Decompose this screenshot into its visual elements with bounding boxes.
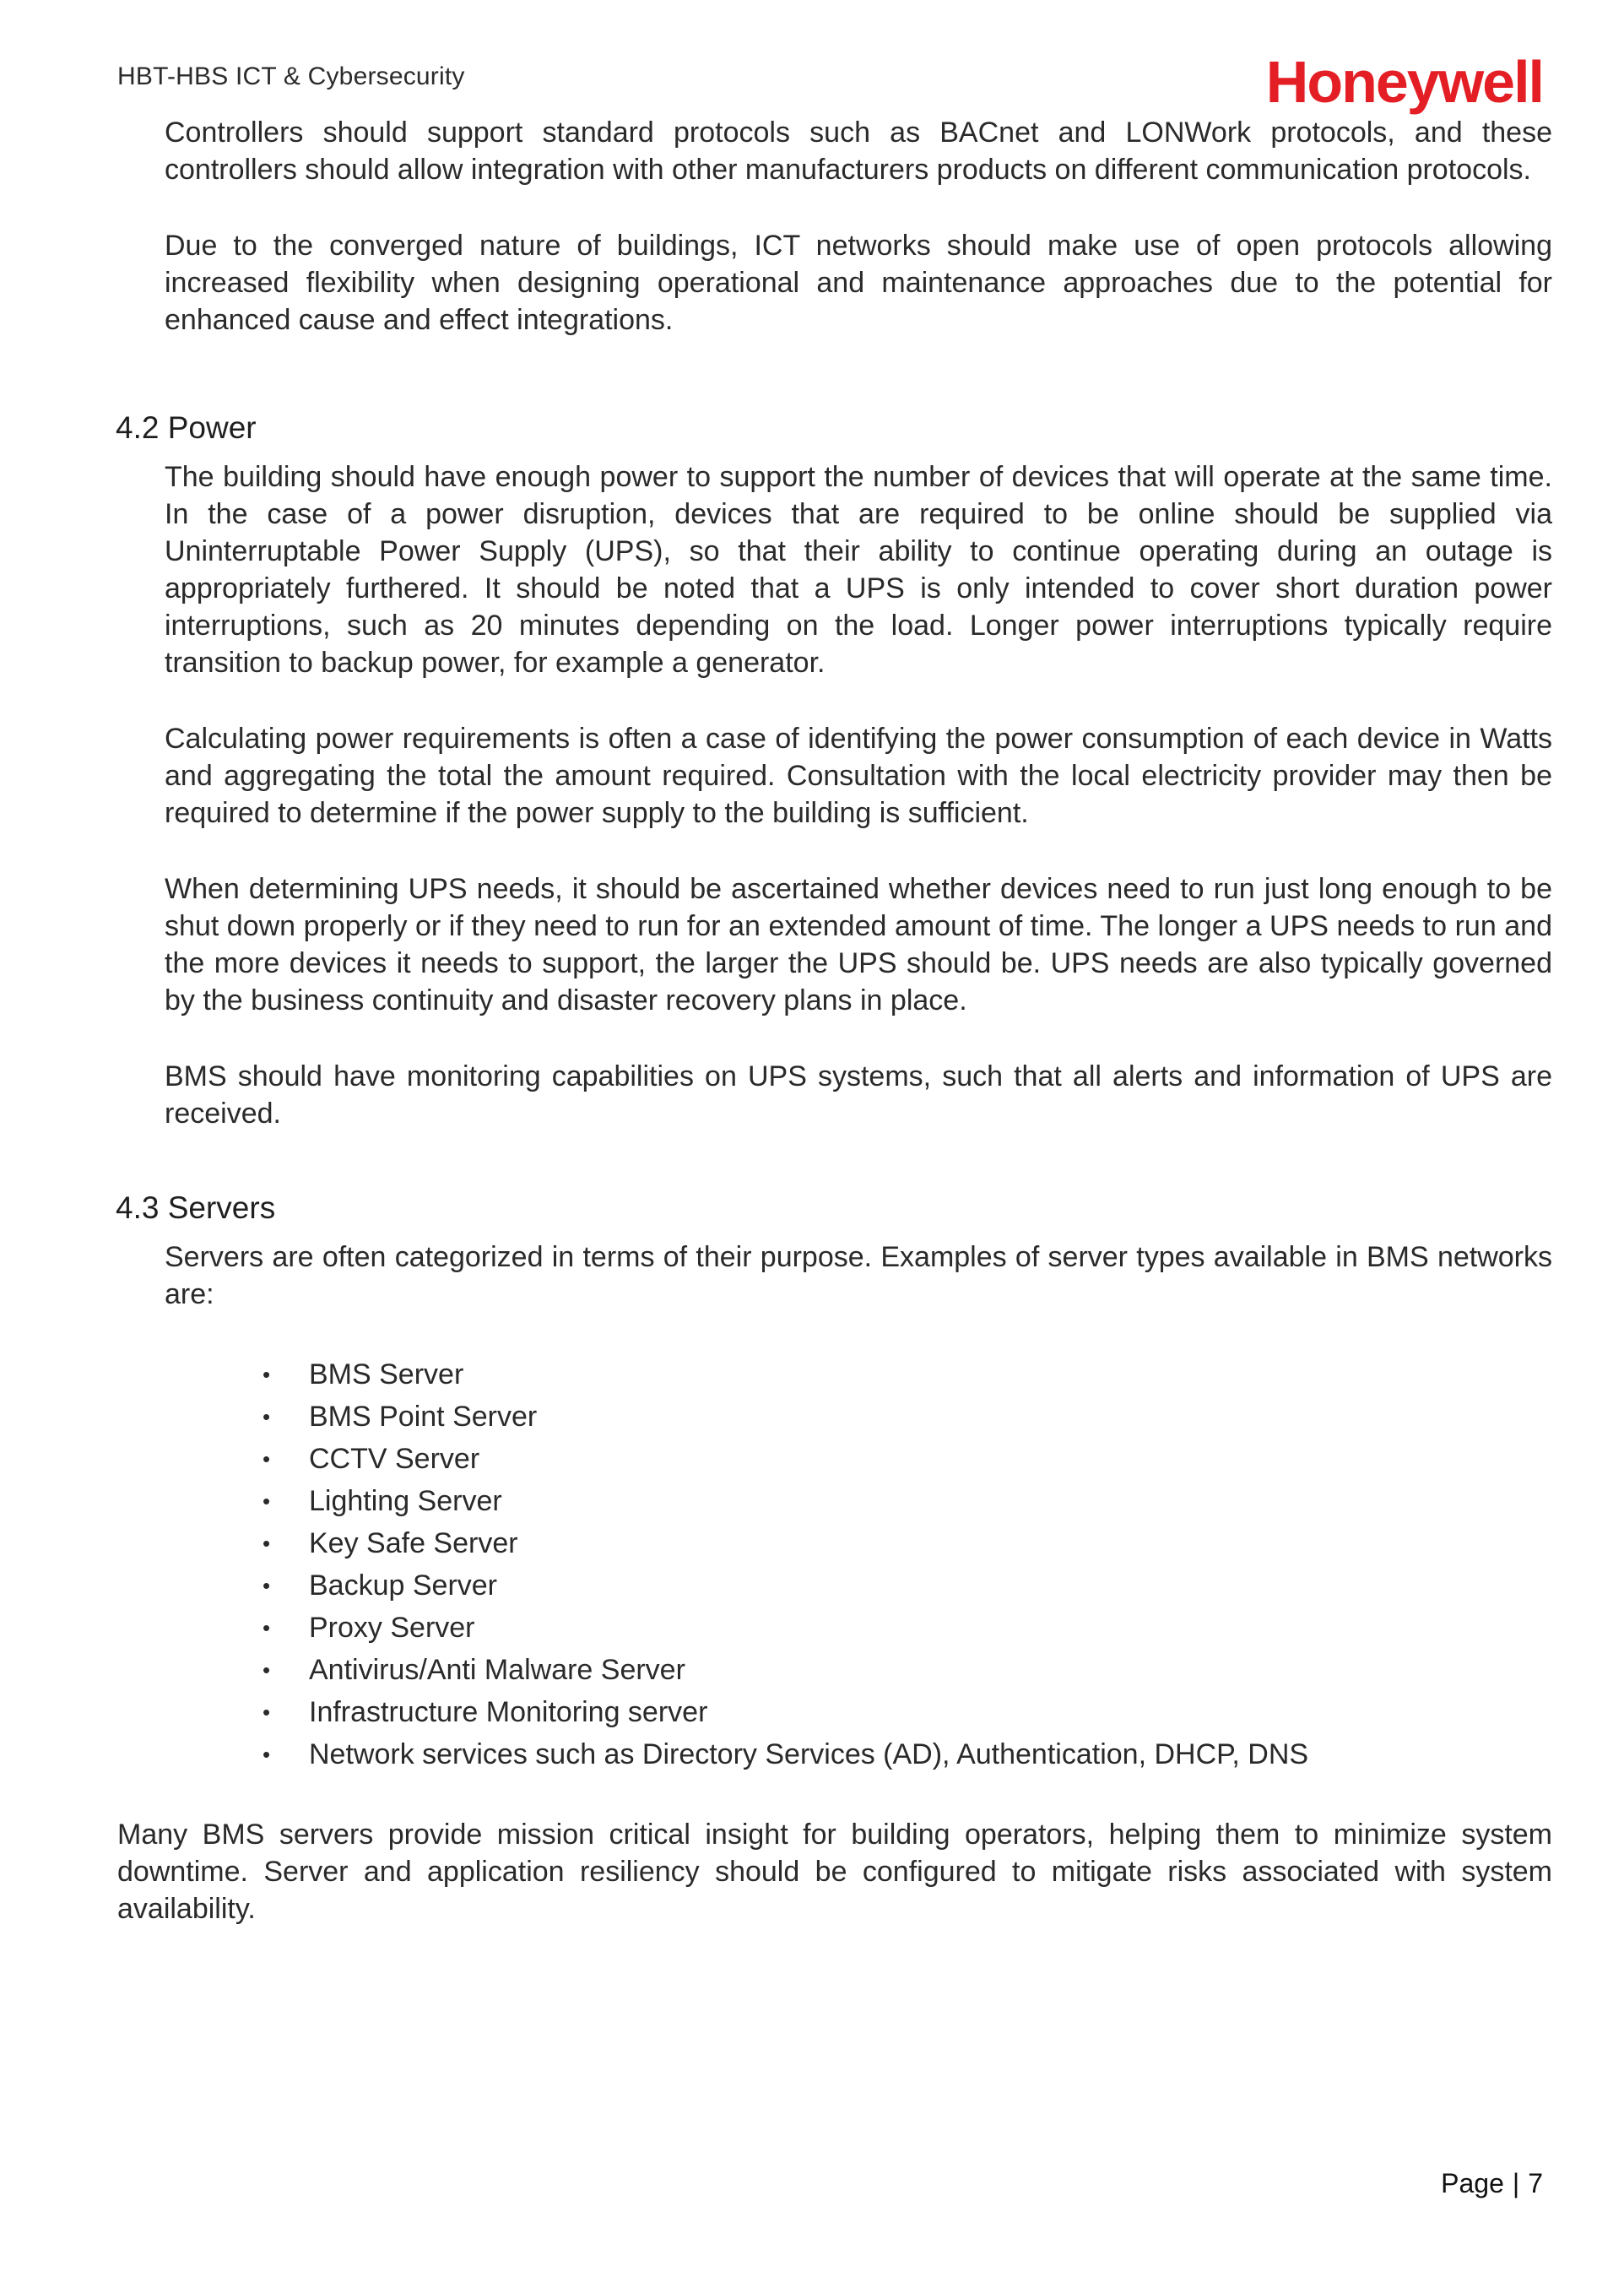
list-item-text: Network services such as Directory Services (AD), Authentication, DHCP, DNS	[309, 1738, 1309, 1770]
list-item	[263, 1649, 1552, 1691]
honeywell-logo: Honeywell	[1265, 49, 1543, 115]
bullet-icon: •	[263, 1699, 271, 1725]
list-item-text: Lighting Server	[309, 1485, 502, 1517]
bullet-icon: •	[263, 1742, 271, 1767]
page-footer	[1441, 2168, 1543, 2199]
list-item-text: Proxy Server	[309, 1612, 475, 1644]
list-item-text: Antivirus/Anti Malware Server	[309, 1654, 685, 1686]
bullet-icon: •	[263, 1362, 271, 1387]
list-item	[263, 1564, 1552, 1607]
section-title-servers: 4.3 Servers	[116, 1190, 276, 1225]
list-item-text: Infrastructure Monitoring server	[309, 1696, 708, 1728]
section-title-power: 4.2 Power	[116, 410, 257, 445]
page-separator: |	[1512, 2168, 1520, 2198]
servers-closing-paragraph: Many BMS servers provide mission critical insight for building operators, helping them to minimize system downtime. Server and application resiliency should be configured to mitigate risks associated with system availability.	[117, 1819, 1552, 1925]
bullet-icon: •	[263, 1446, 271, 1472]
bullet-icon: •	[263, 1573, 271, 1598]
list-item	[263, 1480, 1552, 1522]
power-paragraph-4: BMS should have monitoring capabilities on UPS systems, such that all alerts and information of UPS are received.	[165, 1060, 1552, 1130]
list-item	[263, 1607, 1552, 1649]
intro-paragraph-2: Due to the converged nature of buildings, ICT networks should make use of open protocols allowing increased flexibility when designing operational and maintenance approaches due to the potential for enhanced cause and effect integrations.	[165, 230, 1552, 336]
list-item-text: Key Safe Server	[309, 1527, 518, 1559]
power-paragraph-3: When determining UPS needs, it should be ascertained whether devices need to run just long enough to be shut down properly or if they need to run for an extended amount of time. The longer a UPS needs to run and the more devices it needs to support, the larger the UPS should be. UPS needs are also typically governed by the business continuity and disaster recovery plans in place.	[165, 873, 1552, 1016]
intro-paragraph-1: Controllers should support standard protocols such as BACnet and LONWork protocols, and these controllers should allow integration with other manufacturers products on different communication protocols.	[165, 117, 1552, 186]
bullet-icon: •	[263, 1531, 271, 1556]
list-item	[263, 1353, 1552, 1396]
server-types-list	[165, 1353, 1552, 1775]
power-paragraph-1: The building should have enough power to support the number of devices that will operate at the same time. In the case of a power disruption, devices that are required to be online should be supplied via Uninterruptable Power Supply (UPS), so that their ability to continue operating during an outage is appropriately furthered. It should be noted that a UPS is only intended to cover short duration power interruptions, such as 20 minutes depending on the load. Longer power interruptions typically require transition to backup power, for example a generator.	[165, 461, 1552, 679]
list-item	[263, 1438, 1552, 1480]
list-item-text: CCTV Server	[309, 1443, 480, 1475]
page-content	[116, 114, 1552, 1927]
document-header-title: HBT-HBS ICT & Cybersecurity	[117, 62, 465, 90]
list-item	[263, 1522, 1552, 1564]
list-item	[263, 1691, 1552, 1733]
list-item-text: BMS Point Server	[309, 1401, 538, 1433]
bullet-icon: •	[263, 1404, 271, 1429]
page-number: 7	[1528, 2168, 1543, 2198]
list-item	[263, 1396, 1552, 1438]
power-paragraph-2: Calculating power requirements is often a case of identifying the power consumption of each device in Watts and aggregating the total the amount required. Consultation with the local electricity provider may then be required to determine if the power supply to the building is sufficient.	[165, 723, 1552, 829]
servers-intro-paragraph: Servers are often categorized in terms of their purpose. Examples of server types available in BMS networks are:	[165, 1241, 1552, 1310]
bullet-icon: •	[263, 1488, 271, 1514]
bullet-icon: •	[263, 1657, 271, 1683]
list-item-text: BMS Server	[309, 1358, 464, 1390]
bullet-icon: •	[263, 1615, 271, 1640]
list-item	[263, 1733, 1552, 1775]
page-label: Page	[1441, 2168, 1504, 2198]
list-item-text: Backup Server	[309, 1569, 497, 1602]
